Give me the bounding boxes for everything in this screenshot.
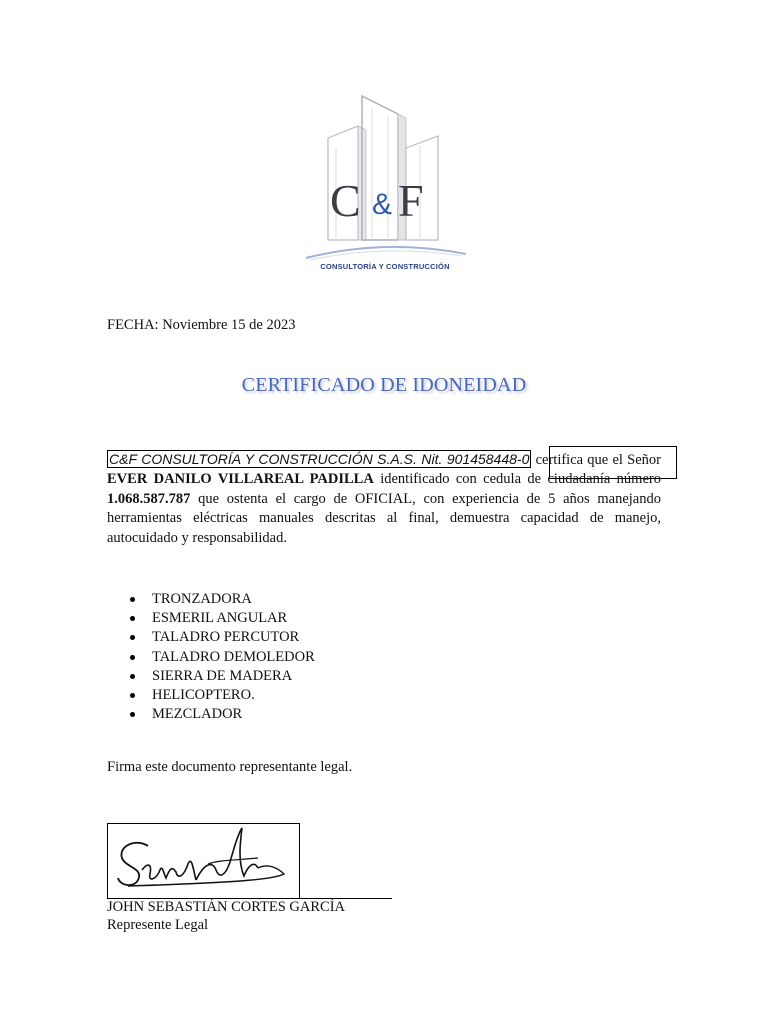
sign-note: Firma este documento representante legal. xyxy=(107,759,353,775)
list-item: TALADRO PERCUTOR xyxy=(128,628,315,647)
company-logo xyxy=(300,88,470,278)
document-title: CERTIFICADO DE IDONEIDAD xyxy=(241,374,527,396)
list-item: HELICOPTERO. xyxy=(128,686,315,705)
list-item: MEZCLADOR xyxy=(128,705,315,724)
list-item: SIERRA DE MADERA xyxy=(128,667,315,686)
signature-box xyxy=(107,823,300,899)
svg-text:C: C xyxy=(330,175,361,226)
list-item: TRONZADORA xyxy=(128,590,315,609)
signatory-name: JOHN SEBASTIÁN CORTES GARCÍA xyxy=(107,899,345,915)
person-name: EVER DANILO VILLAREAL PADILLA xyxy=(107,471,374,488)
list-item: TALADRO DEMOLEDOR xyxy=(128,648,315,667)
signature-icon xyxy=(108,824,299,898)
body-rest: que ostenta el cargo de OFICIAL, con experiencia de 5 años manejando herramientas eléctricas manuales descritas al final, demuestra capacidad de manejo, autocuidado y responsabilidad. xyxy=(107,490,661,546)
certificate-body xyxy=(107,450,661,548)
list-item: ESMERIL ANGULAR xyxy=(128,609,315,628)
body-connector: certifica que el Señor xyxy=(531,452,661,468)
body-id-intro: identificado con cedula de ciudadanía número xyxy=(373,471,661,488)
company-name: C&F CONSULTORÍA Y CONSTRUCCIÓN S.A.S. Nit. 901458448-0 xyxy=(109,451,530,467)
logo-caption: CONSULTORÍA Y CONSTRUCCIÓN xyxy=(320,262,450,271)
building-logo-icon xyxy=(300,88,470,278)
svg-text:F: F xyxy=(398,175,424,226)
id-number: 1.068.587.787 xyxy=(107,490,191,507)
date-line: FECHA: Noviembre 15 de 2023 xyxy=(107,317,296,333)
tool-list xyxy=(128,590,315,724)
signatory-role: Represente Legal xyxy=(107,917,209,933)
svg-text:&: & xyxy=(372,188,393,221)
